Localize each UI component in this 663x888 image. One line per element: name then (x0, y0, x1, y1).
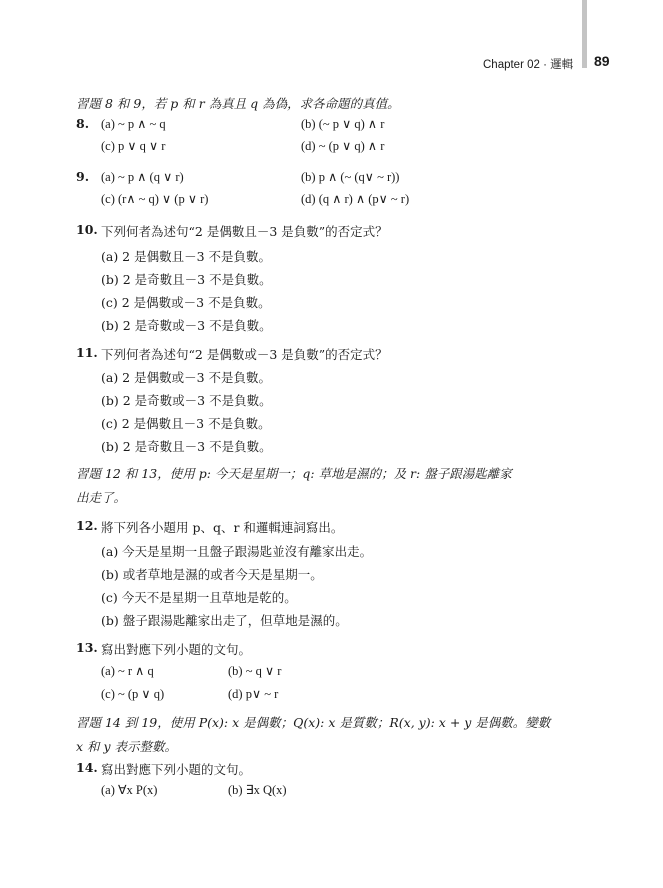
question-13d: (d) p∨ ~ r (228, 687, 279, 701)
chapter-title: Chapter 02 · 邏輯 (483, 59, 574, 71)
question-12-option: (b) 或者草地是濕的或者今天是星期一。 (101, 567, 323, 582)
question-13a: (a) ~ r ∧ q (101, 664, 154, 678)
question-13c: (c) ~ (p ∨ q) (101, 687, 165, 701)
question-11-option: (b) 2 是奇數且－3 不是負數。 (101, 439, 272, 454)
header-rule (582, 0, 587, 68)
question-12-number: 12. (76, 518, 98, 533)
question-9b: (b) p ∧ (~ (q∨ ~ r)) (301, 170, 400, 184)
question-12-option: (c) 今天不是星期一且草地是乾的。 (101, 590, 297, 605)
question-10-option: (a) 2 是偶數且－3 不是負數。 (101, 249, 272, 264)
question-10-stem: 下列何者為述句“2 是偶數且－3 是負數”的否定式？ (101, 224, 388, 239)
question-11-number: 11. (76, 345, 98, 360)
question-10-option: (c) 2 是偶數或－3 不是負數。 (101, 295, 271, 310)
question-8-number: 8. (76, 116, 90, 131)
question-8c: (c) p ∨ q ∨ r (101, 139, 166, 153)
question-9-number: 9. (76, 169, 90, 184)
question-11-stem: 下列何者為述句“2 是偶數或－3 是負數”的否定式？ (101, 347, 388, 362)
instruction-14-19-line2: x 和 y 表示整數。 (76, 739, 178, 754)
question-14a: (a) ∀x P(x) (101, 783, 158, 797)
question-8b: (b) (~ p ∨ q) ∧ r (301, 117, 385, 131)
question-13b: (b) ~ q ∨ r (228, 664, 282, 678)
question-10-option: (b) 2 是奇數或－3 不是負數。 (101, 318, 272, 333)
question-10-number: 10. (76, 222, 98, 237)
instruction-14-19-line1: 習題 14 到 19，使用 P(x): x 是偶數；Q(x): x 是質數；R(x, y): x + y 是偶數。變數 (76, 715, 551, 730)
question-9a: (a) ~ p ∧ (q ∨ r) (101, 170, 184, 184)
question-13-stem: 寫出對應下列小題的文句。 (101, 642, 252, 657)
question-11-option: (c) 2 是偶數且－3 不是負數。 (101, 416, 271, 431)
question-14-stem: 寫出對應下列小題的文句。 (101, 762, 252, 777)
question-12-option: (a) 今天是星期一且盤子跟湯匙並沒有離家出走。 (101, 544, 373, 559)
question-10-option: (b) 2 是奇數且－3 不是負數。 (101, 272, 272, 287)
question-12-option: (b) 盤子跟湯匙離家出走了，但草地是濕的。 (101, 613, 348, 628)
instruction-12-13-line1: 習題 12 和 13，使用 p: 今天是星期一；q: 草地是濕的；及 r: 盤子跟湯匙離家 (76, 466, 512, 481)
instruction-8-9: 習題 8 和 9，若 p 和 r 為真且 q 為偽，求各命題的真值。 (76, 96, 400, 111)
question-13-number: 13. (76, 640, 98, 655)
question-14b: (b) ∃x Q(x) (228, 783, 287, 797)
question-8a: (a) ~ p ∧ ~ q (101, 117, 166, 131)
question-11-option: (b) 2 是奇數或－3 不是負數。 (101, 393, 272, 408)
question-14-number: 14. (76, 760, 98, 775)
question-12-stem: 將下列各小題用 p、q、r 和邏輯連詞寫出。 (101, 520, 344, 535)
page-number: 89 (594, 53, 610, 69)
question-9d: (d) (q ∧ r) ∧ (p∨ ~ r) (301, 192, 410, 206)
question-9c: (c) (r∧ ~ q) ∨ (p ∨ r) (101, 192, 209, 206)
question-8d: (d) ~ (p ∨ q) ∧ r (301, 139, 385, 153)
instruction-12-13-line2: 出走了。 (76, 490, 127, 505)
question-11-option: (a) 2 是偶數或－3 不是負數。 (101, 370, 272, 385)
